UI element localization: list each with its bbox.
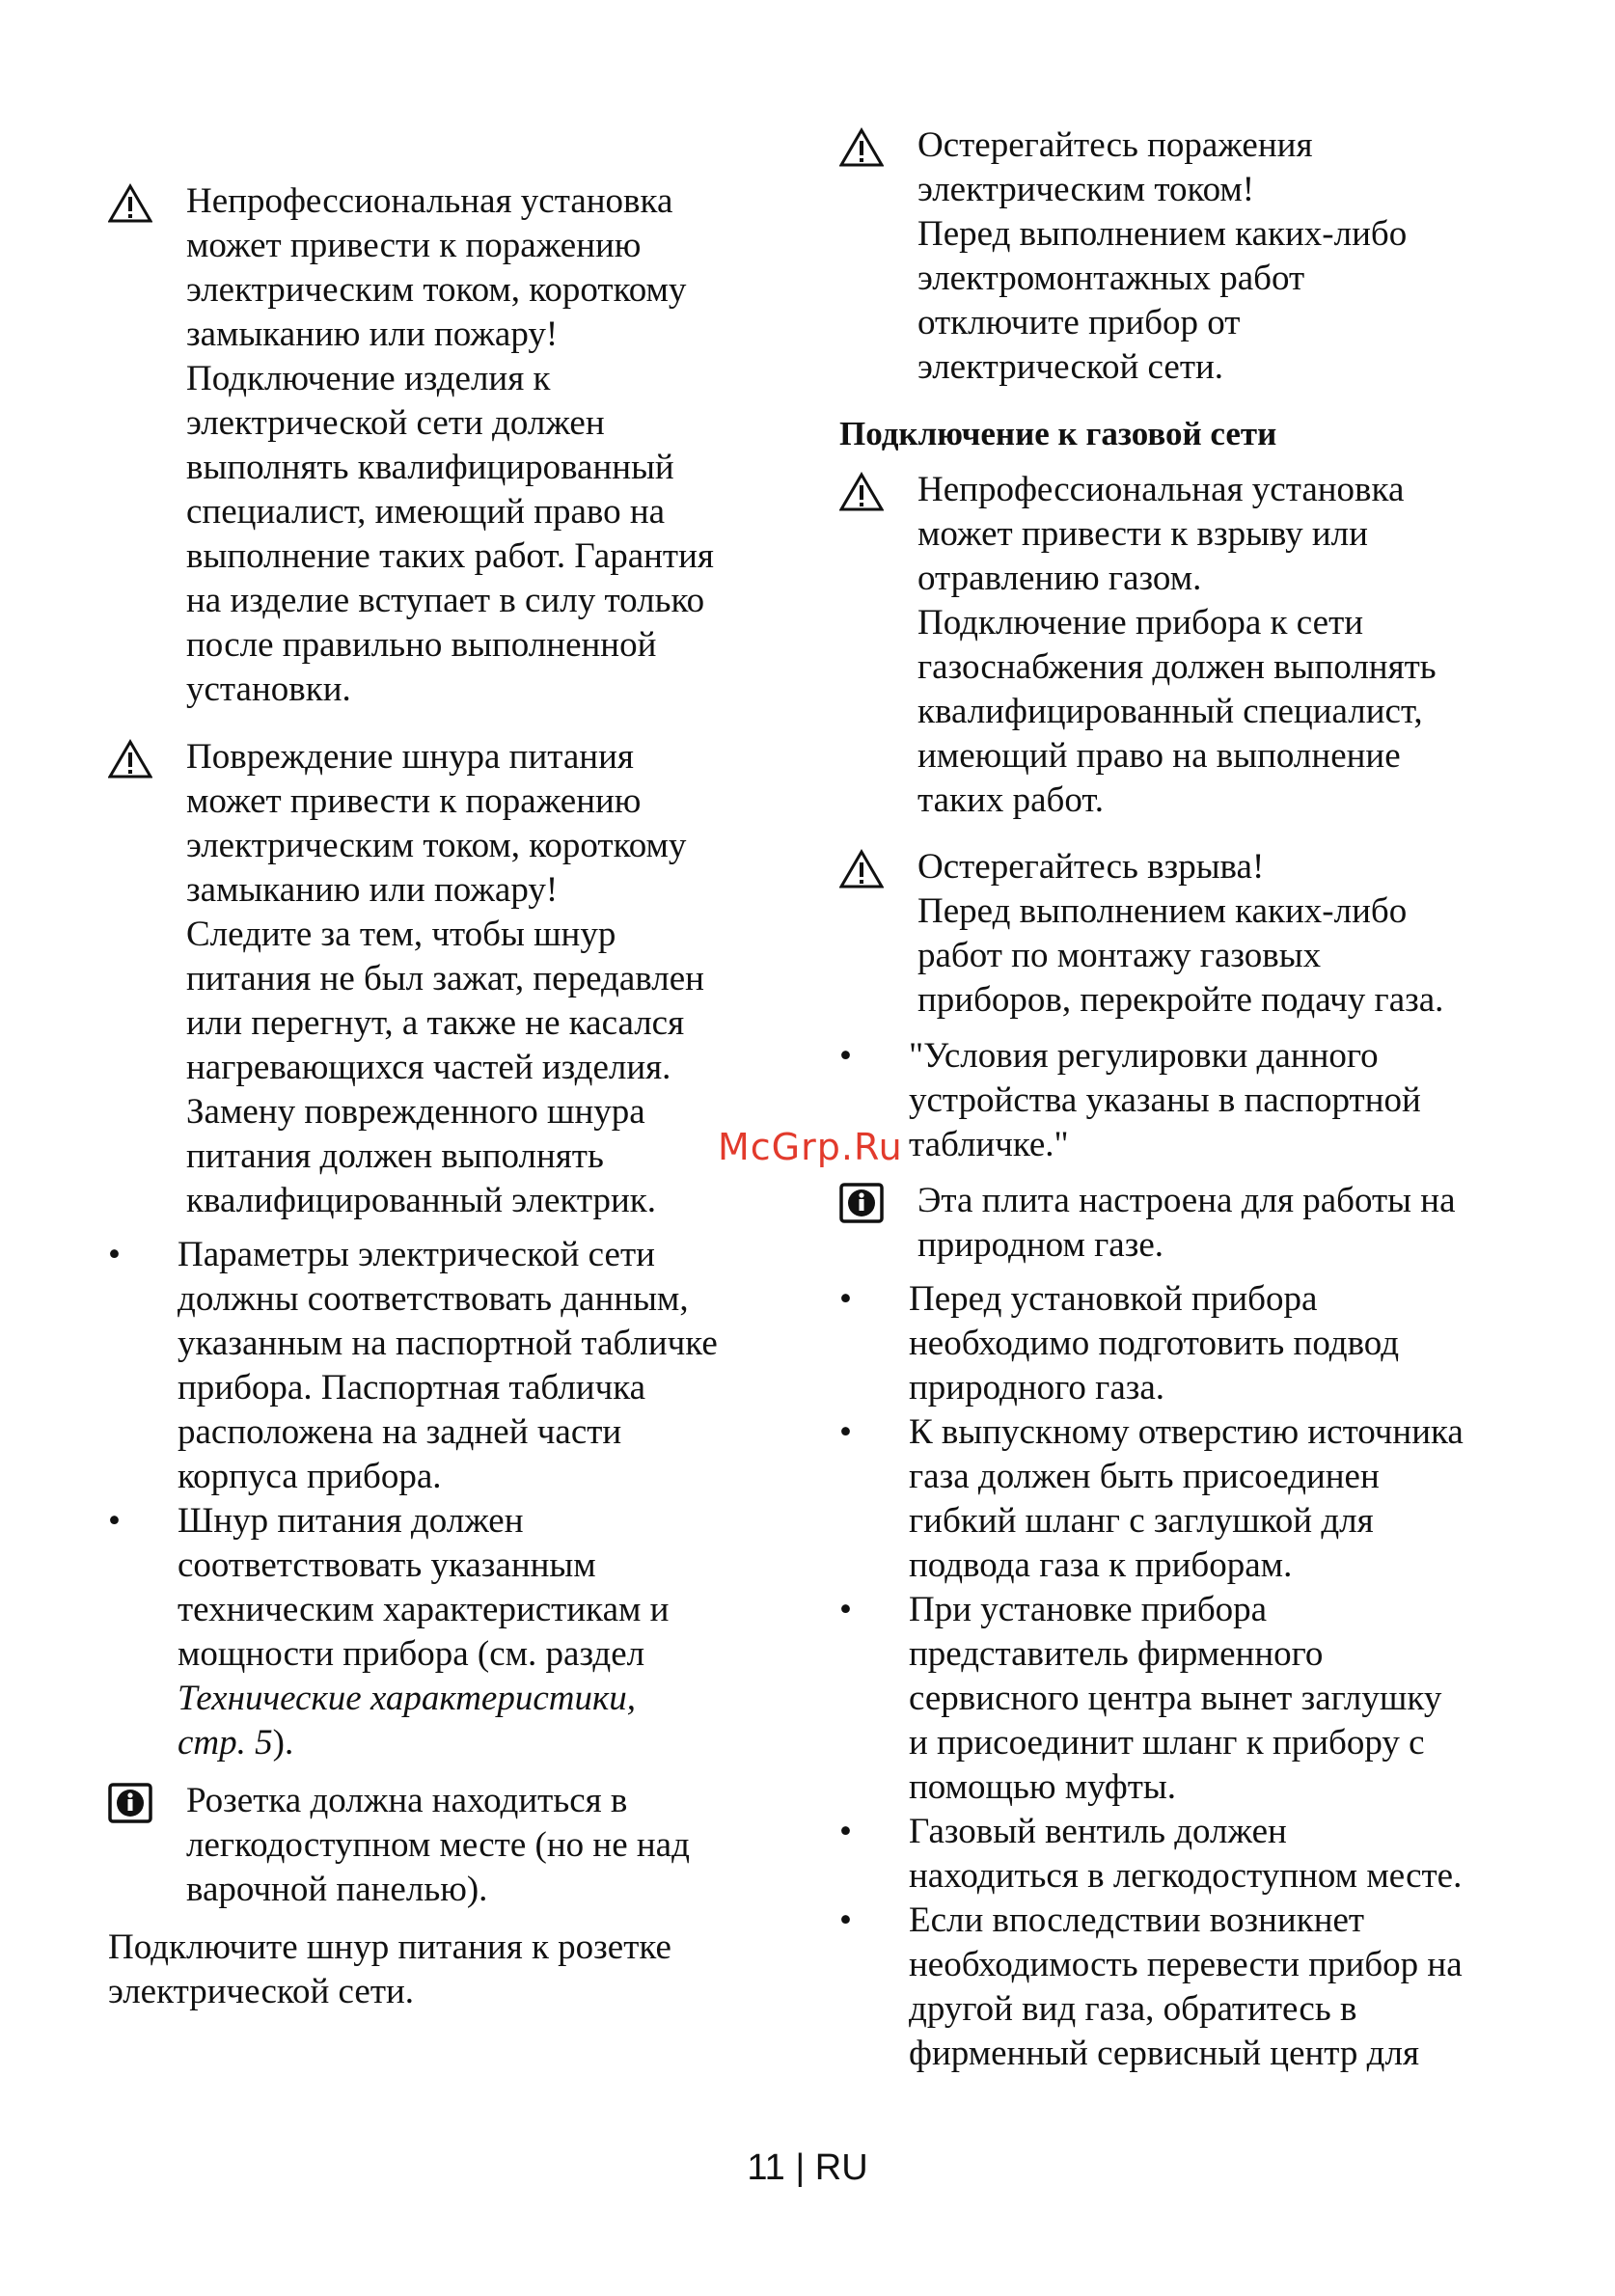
warning-text: Остерегайтесь взрыва! Перед выполнением каких-либо работ по монтажу газовых приборов, перекройте подачу газа. [917,847,1444,1020]
warning-triangle-icon [108,183,152,224]
list-item-text: Параметры электрической сети должны соответствовать данным, указанным на паспортной табличке прибора. Паспортная табличка расположена на задней части корпуса прибора. [178,1235,718,1496]
warning-power-cord-damage [108,735,704,1223]
warning-triangle-icon [108,739,152,779]
warning-triangle-icon [839,127,884,168]
section-reference: Технические характеристики, [178,1679,637,1718]
bullet-marker: • [839,1812,852,1851]
list-item [839,1810,1462,1899]
page-number-footer: 11 | RU [747,2147,868,2188]
section-heading: Подключение к газовой сети [839,415,1277,452]
warning-text: Повреждение шнура питания может привести к поражению электрическим током, короткому замыканию или пожару! Следите за тем, чтобы шнур питания не был зажат, передавлен или перегнут, а также не касался нагревающихся частей изделия. Замену поврежденного шнура питания должен выполнять квалифицированный электрик. [186,737,704,1220]
page-reference: стр. 5 [178,1723,273,1763]
info-icon [108,1783,152,1823]
info-text: Эта плита настроена для работы на природном газе. [917,1181,1456,1265]
warning-gas-install [839,468,1437,823]
list-item [839,1277,1399,1410]
list-item-text: При установке прибора представитель фирменного сервисного центра вынет заглушку и присоединит шланг к прибору с помощью муфты. [909,1590,1442,1807]
bullet-marker: • [839,1590,852,1629]
instruction-paragraph: Подключите шнур питания к розетке электрической сети. [108,1927,671,2011]
bullet-marker: • [839,1279,852,1319]
info-natural-gas [839,1179,1456,1268]
list-item-text: "Условия регулировки данного устройства указаны в паспортной табличке." [909,1036,1421,1164]
list-item-text: Если впоследствии возникнет необходимость перевести прибор на другой вид газа, обратитесь в фирменный сервисный центр для [909,1900,1463,2073]
warning-text: Непрофессиональная установка может привести к поражению электрическим током, короткому замыканию или пожару! Подключение изделия к электрической сети должен выполнять квалифицированный специалист, имеющий право на выполнение таких работ. Гарантия на изделие вступает в силу только после правильно выполненной установки. [186,181,714,709]
list-item [839,1588,1441,1810]
list-item-text: Газовый вентиль должен находиться в легкодоступном месте. [909,1812,1463,1896]
list-item-text: К выпускному отверстию источника газа должен быть присоединен гибкий шланг с заглушкой для подвода газа к приборам. [909,1412,1464,1585]
watermark: McGrp.Ru [718,1126,903,1168]
bullet-marker: • [108,1501,121,1541]
list-item [108,1233,718,1499]
bullet-marker: • [108,1235,121,1274]
warning-triangle-icon [839,472,884,512]
list-item [108,1499,669,1765]
info-socket-location [108,1779,690,1912]
bullet-marker: • [839,1900,852,1940]
list-item [839,1410,1464,1588]
warning-text: Непрофессиональная установка может привести к взрыву или отравлению газом. Подключение прибора к сети газоснабжения должен выполнять квалифицированный специалист, имеющий право на выполнение таких работ. [917,470,1437,820]
list-item [839,1899,1463,2076]
bullet-marker: • [839,1412,852,1452]
info-text: Розетка должна находиться в легкодоступном месте (но не над варочной панелью). [186,1781,690,1909]
warning-electric-shock [839,123,1407,390]
list-item-text: Шнур питания должен соответствовать указанным техническим характеристикам и мощности прибора (см. раздел Технические характеристики, стр. 5). [178,1501,670,1763]
list-item [839,1034,1421,1167]
list-item-text: Перед установкой прибора необходимо подготовить подвод природного газа. [909,1279,1400,1408]
warning-triangle-icon [839,849,884,889]
warning-explosion [839,845,1443,1023]
warning-unprofessional-install [108,179,714,712]
warning-text: Остерегайтесь поражения электрическим током! Перед выполнением каких-либо электромонтажных работ отключите прибор от электрической сети. [917,125,1408,387]
info-icon [839,1183,884,1223]
bullet-marker: • [839,1036,852,1076]
